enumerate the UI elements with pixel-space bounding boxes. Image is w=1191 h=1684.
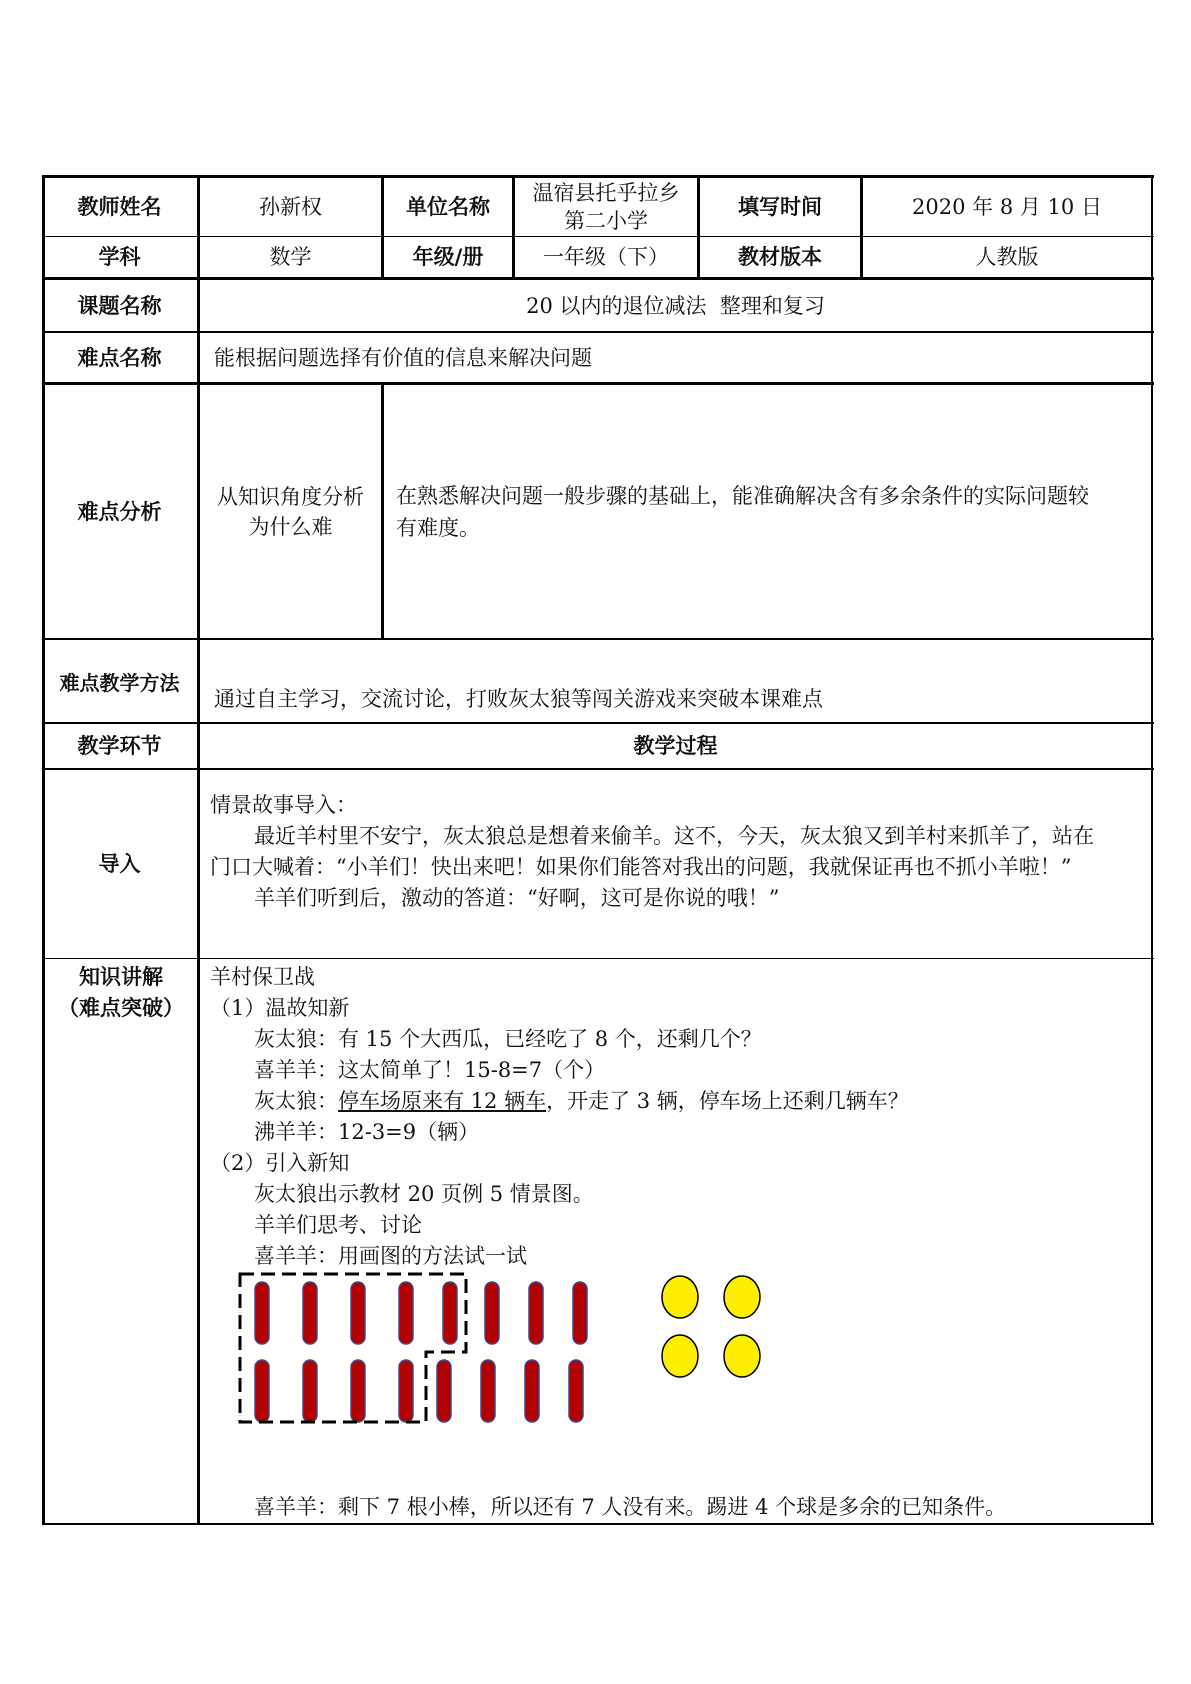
unit-value-line1: 温宿县托乎拉乡 [532, 181, 680, 205]
stick [399, 1360, 413, 1422]
knowledge-label-line2: （难点突破） [58, 996, 184, 1020]
stick [529, 1282, 543, 1344]
part2-title: （2）引入新知 [210, 1151, 350, 1175]
analysis-row [42, 385, 1154, 638]
stick [437, 1360, 451, 1422]
date-value: 2020 年 8 月 10 日 [912, 195, 1102, 219]
ball [724, 1276, 760, 1318]
method-row [42, 640, 1154, 722]
unit-value [515, 178, 697, 236]
method-value: 通过自主学习，交流讨论，打败灰太狼等闯关游戏来突破本课难点 [214, 687, 823, 711]
intro-line: 羊羊们听到后，激动的答道：“好啊，这可是你说的哦！” [254, 886, 780, 910]
topic-label: 课题名称 [77, 293, 162, 318]
intro-line: 情景故事导入： [210, 793, 357, 817]
teacher-value: 孙新权 [259, 195, 322, 219]
stick-drawing [230, 1262, 810, 1432]
stick [525, 1360, 539, 1422]
stick [255, 1282, 269, 1344]
unit-value-line2: 第二小学 [564, 209, 648, 233]
grade-label: 年级/册 [412, 245, 484, 269]
analysis-text [384, 385, 1151, 638]
difficulty-value: 能根据问题选择有价值的信息来解决问题 [214, 345, 592, 370]
analysis-sublabel-line2: 为什么难 [248, 514, 333, 539]
draw-line: 喜羊羊：用画图的方法试一试 [254, 1244, 527, 1268]
subject-row [42, 237, 1154, 277]
conclusion-line: 喜羊羊：剩下 7 根小棒，所以还有 7 人没有来。踢进 4 个球是多余的已知条件。 [254, 1495, 1007, 1519]
edition-label: 教材版本 [738, 245, 822, 269]
question-2-underlined: 停车场原来有 12 辆车 [338, 1089, 547, 1113]
stick [351, 1360, 365, 1422]
subject-value: 数学 [269, 245, 312, 269]
process-value: 教学过程 [633, 734, 718, 758]
stick [303, 1282, 317, 1344]
stick [569, 1360, 583, 1422]
question-1: 灰太狼：有 15 个大西瓜，已经吃了 8 个，还剩几个？ [254, 1027, 762, 1051]
stick [351, 1282, 365, 1344]
header-row [42, 178, 1154, 236]
stick [303, 1360, 317, 1422]
knowledge-label-line1: 知识讲解 [79, 965, 163, 989]
unit-label: 单位名称 [406, 195, 490, 219]
intro-line: 最近羊村里不安宁，灰太狼总是想着来偷羊。这不，今天，灰太狼又到羊村来抓羊了，站在 [254, 824, 1094, 848]
subject-label: 学科 [98, 245, 141, 269]
row-divider [42, 958, 1154, 959]
analysis-text-line1: 在熟悉解决问题一般步骤的基础上，能准确解决含有多余条件的实际问题较 [396, 483, 1089, 508]
teacher-label: 教师姓名 [77, 195, 162, 219]
question-2-suffix: ，开走了 3 辆，停车场上还剩几辆车？ [546, 1089, 909, 1113]
stick [443, 1282, 457, 1344]
analysis-label: 难点分析 [77, 499, 162, 524]
analysis-sublabel-line1: 从知识角度分析 [217, 484, 364, 509]
table-bottom-border [42, 1523, 1154, 1525]
show-line: 灰太狼出示教材 20 页例 5 情景图。 [254, 1182, 594, 1206]
process-label: 教学环节 [77, 734, 162, 758]
knowledge-label [45, 962, 197, 1032]
answer-2: 沸羊羊：12-3=9（辆） [254, 1120, 480, 1144]
stick [481, 1360, 495, 1422]
intro-line: 门口大喊着：“小羊们！快出来吧！如果你们能答对我出的问题，我就保证再也不抓小羊啦！” [210, 855, 1072, 879]
difficulty-label: 难点名称 [77, 345, 162, 370]
stick [255, 1360, 269, 1422]
analysis-sublabel [200, 385, 381, 638]
stick [485, 1282, 499, 1344]
question-2 [254, 1086, 909, 1117]
process-header-row [42, 724, 1154, 768]
answer-1: 喜羊羊：这太简单了！15-8=7（个） [254, 1058, 606, 1082]
ball [662, 1335, 698, 1377]
discuss-line: 羊羊们思考、讨论 [254, 1213, 422, 1237]
edition-value: 人教版 [975, 245, 1039, 269]
method-label: 难点教学方法 [59, 671, 180, 695]
topic-row [42, 280, 1154, 331]
part1-title: （1）温故知新 [210, 996, 350, 1020]
intro-label: 导入 [98, 852, 141, 876]
date-label: 填写时间 [738, 195, 822, 219]
difficulty-row [42, 333, 1154, 382]
knowledge-title: 羊村保卫战 [210, 965, 315, 989]
ball [662, 1276, 698, 1318]
analysis-text-line2: 有难度。 [396, 515, 480, 540]
stick [399, 1282, 413, 1344]
ball [724, 1335, 760, 1377]
grade-value: 一年级（下） [543, 245, 669, 269]
stick [573, 1282, 587, 1344]
topic-value: 20 以内的退位减法 整理和复习 [526, 293, 825, 318]
question-2-prefix: 灰太狼： [254, 1089, 338, 1113]
